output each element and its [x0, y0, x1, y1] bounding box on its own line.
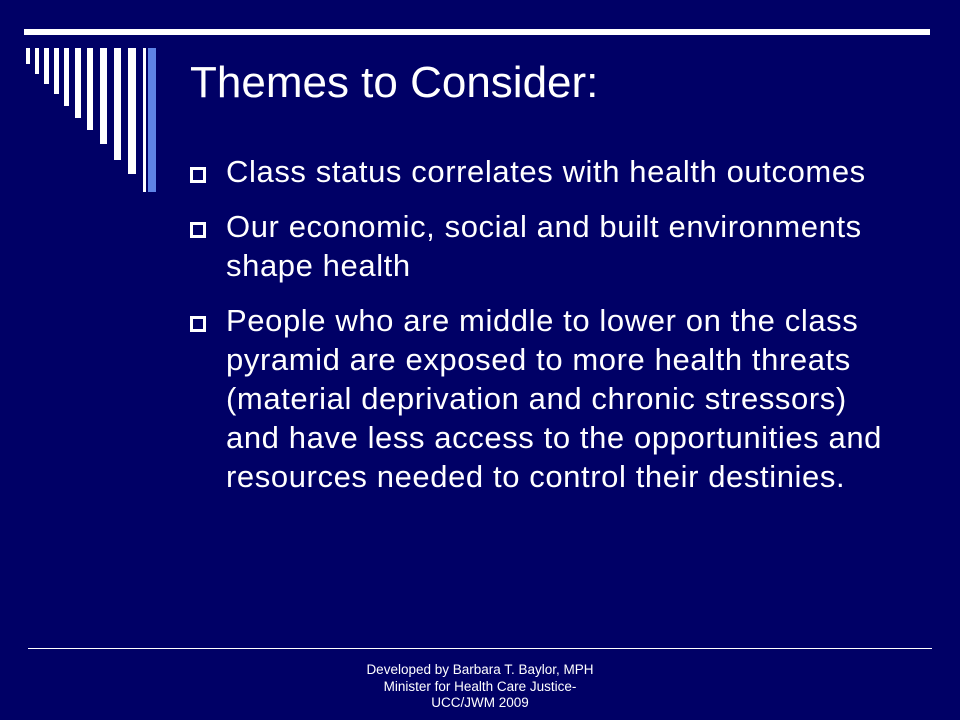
hollow-square-bullet-icon — [190, 316, 206, 332]
stripe-10 — [128, 48, 136, 174]
footer-divider — [28, 648, 932, 649]
bullet-text: Class status correlates with health outcomes — [226, 154, 866, 189]
hollow-square-bullet-icon — [190, 222, 206, 238]
footer-line: Minister for Health Care Justice- — [383, 678, 577, 694]
stripe-3 — [44, 48, 49, 84]
hollow-square-bullet-icon — [190, 167, 206, 183]
bullet-item — [190, 207, 895, 285]
bullet-list — [190, 152, 895, 512]
stripe-1 — [26, 48, 30, 64]
bullet-text: People who are middle to lower on the class pyramid are exposed to more health threats (material deprivation and chronic stressors) and have less access to the opportunities and resources needed to control their destinies. — [226, 303, 883, 494]
bullet-text: Our economic, social and built environments shape health — [226, 209, 862, 283]
stripe-2 — [35, 48, 39, 74]
stripe-6 — [75, 48, 81, 118]
stripe-7 — [87, 48, 93, 130]
footer-line: Developed by Barbara T. Baylor, MPH — [366, 662, 594, 677]
footer-line: UCC/JWM 2009 — [431, 695, 529, 710]
stripe-9 — [114, 48, 121, 160]
bullet-item — [190, 301, 895, 496]
bullet-item — [190, 152, 895, 191]
stripe-5 — [64, 48, 69, 106]
stripe-4 — [54, 48, 59, 94]
stripe-12 — [148, 48, 156, 192]
footer-text — [300, 662, 660, 712]
stripe-11 — [143, 48, 146, 192]
stripe-8 — [100, 48, 107, 144]
slide-title: Themes to Consider: — [190, 58, 599, 107]
decorative-stripes — [0, 0, 170, 200]
